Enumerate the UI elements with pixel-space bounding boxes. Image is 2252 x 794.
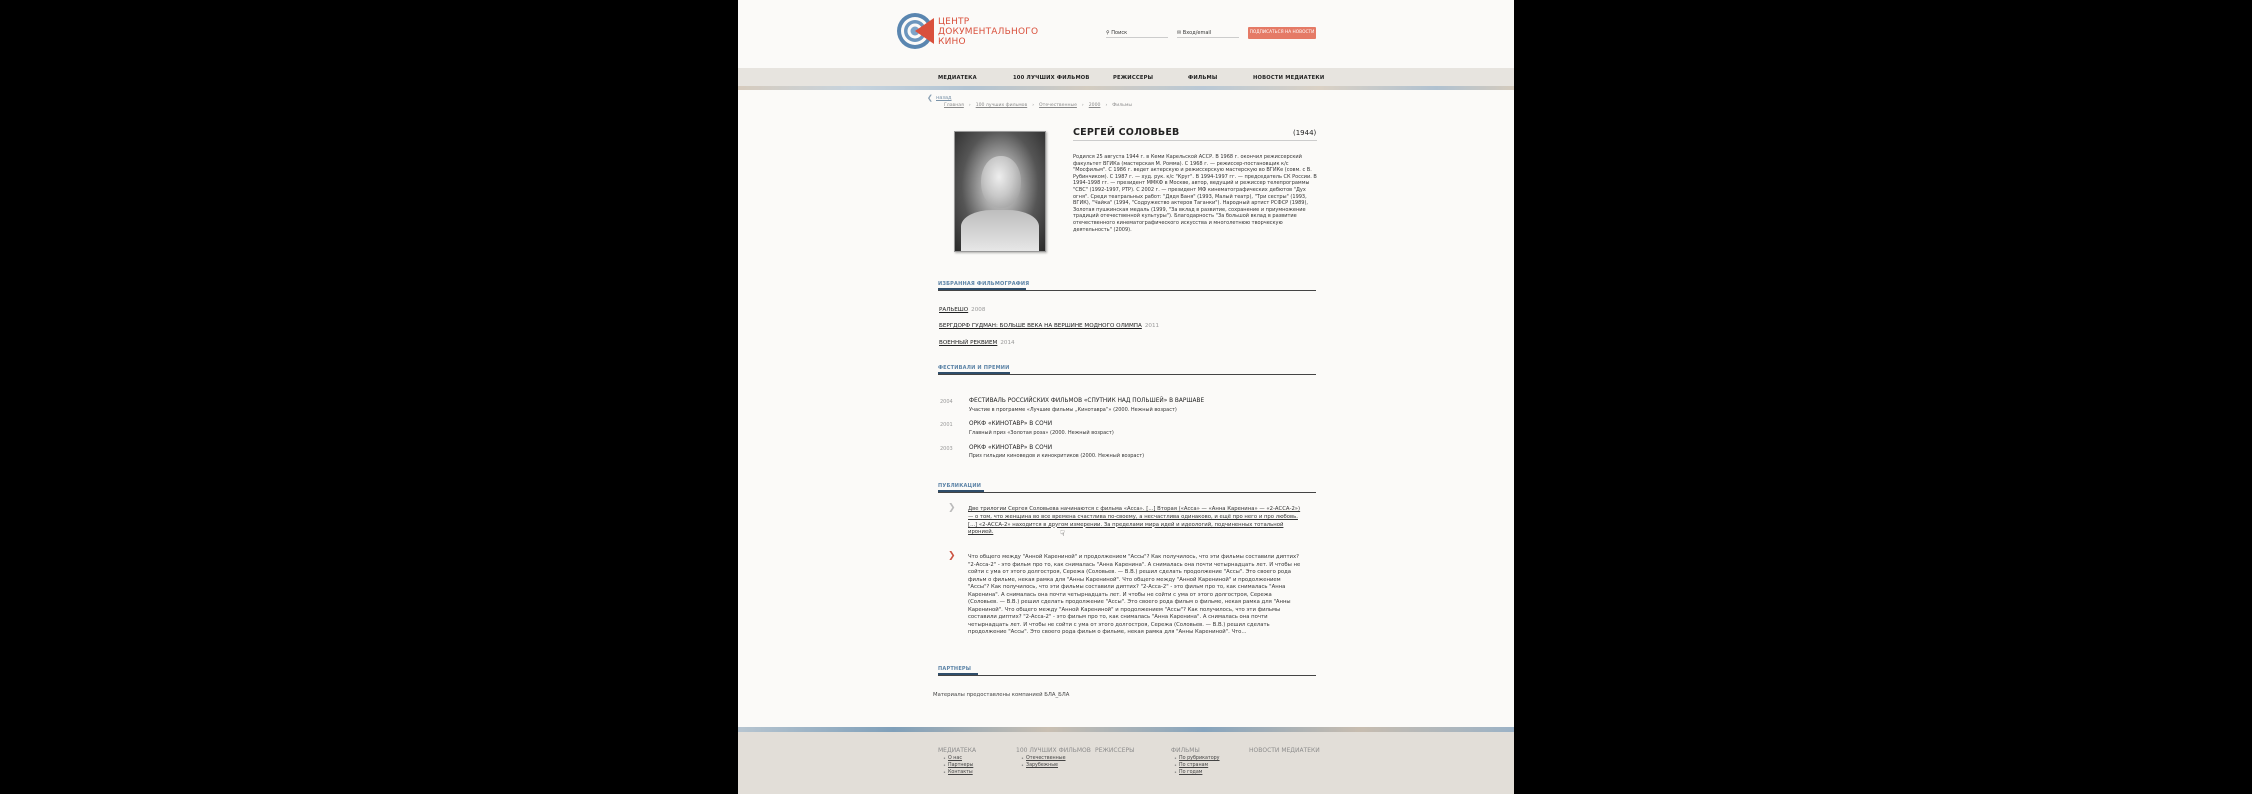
breadcrumb-home[interactable]: Главная (944, 103, 964, 108)
film-year: 2011 (1144, 323, 1160, 329)
nav-item-films[interactable]: ФИЛЬМЫ (1188, 75, 1218, 81)
film-year: 2008 (971, 307, 986, 313)
breadcrumb-domestic[interactable]: Отечественные (1039, 103, 1077, 108)
festival-award: Главный приз «Золотая роза» (2000. Нежный возраст) (969, 430, 1114, 436)
film-item[interactable] (939, 307, 985, 313)
publication-text: Что общего между "Анной Карениной" и продолжением "Ассы"? Как получилось, что эти фильмы составили диптих? "2-Асса-2" - это фильм про то, как снималась "Анна Каренина". А снималась она почти четырнадцать лет. И чтобы не сойти с ума от этого долгостроя, Сережа (Соловьев. — В.В.) решил сделать продолжение "Ассы". Это своего рода фильм о фильме, некая рамка для "Анны Карениной". Что общего между "Анной Карениной" и продолжением "Ассы"? Как получилось, что эти фильмы составили диптих? "2-Асса-2" - это фильм про то, как снималась "Анна Каренина". А снималась она почти четырнадцать лет. И чтобы не сойти с ума от этого долгостроя, Сережа (Соловьев. — В.В.) решил сделать продолжение "Ассы". Это своего рода фильм о фильме, некая рамка для "Анны Карениной". Что общего между "Анной Карениной" и продолжением "Ассы"? Как получилось, что эти фильмы составили диптих? "2-Асса-2" - это фильм про то, как снималась "Анна Каренина". А снималась она почти четырнадцать лет. И чтобы не сойти с ума от этого долгостроя, Сережа (Соловьев. — В.В.) решил сделать продолжение "Ассы". Это своего рода фильм о фильме, некая рамка для "Анны Карениной". Что... (968, 554, 1301, 635)
film-title[interactable]: РАЛЬЕШО (939, 307, 969, 313)
person-name: СЕРГЕЙ СОЛОВЬЕВ (1073, 127, 1180, 138)
footer-bullet: • (943, 763, 946, 769)
footer-link[interactable]: По рубрикатору (1179, 756, 1220, 761)
footer-heading[interactable]: 100 ЛУЧШИХ ФИЛЬМОВ (1016, 747, 1091, 754)
filmography-title: ИЗБРАННАЯ ФИЛЬМОГРАФИЯ (938, 281, 1030, 287)
footer-link[interactable]: По годам (1179, 770, 1203, 775)
partners-note: Материалы предоставлены компанией БЛА_БЛА (933, 692, 1070, 698)
breadcrumb-separator: › (968, 103, 971, 108)
nav-item-directors[interactable]: РЕЖИССЕРЫ (1113, 75, 1154, 81)
footer-bullet: • (1174, 756, 1177, 762)
nav-item-top-100[interactable]: 100 ЛУЧШИХ ФИЛЬМОВ (1013, 75, 1090, 81)
photo-face (981, 156, 1021, 208)
publication-excerpt[interactable]: Две трилогии Сергея Соловьева начинаются с фильма «Асса». [...] Вторая («Асса» — «Анна Каренина» — «2-АССА-2») — о том, что женщина во все времена счастлива по-своему, а несчастлива одинаково, и ещё про него и про любовь. [...] «2-АССА-2» находится в другом измерении. За пределами мира идей и идеологий, подчиненных тотальной иронией. (968, 506, 1301, 536)
footer-link[interactable]: По странам (1179, 763, 1209, 768)
breadcrumb-separator: › (1032, 103, 1035, 108)
footer (738, 732, 1514, 794)
film-item[interactable] (939, 323, 1159, 329)
film-title[interactable]: ВОЕННЫЙ РЕКВИЕМ (939, 340, 998, 346)
page (738, 0, 1514, 794)
film-year: 2014 (1000, 340, 1015, 346)
footer-bullet: • (1174, 770, 1177, 776)
breadcrumb-top-100[interactable]: 100 лучших фильмов (975, 103, 1028, 108)
partners-title: ПАРТНЕРЫ (938, 666, 972, 672)
festival-title: ОРКФ «КИНОТАВР» В СОЧИ (969, 421, 1053, 427)
festival-title: ФЕСТИВАЛЬ РОССИЙСКИХ ФИЛЬМОВ «СПУТНИК НАД ПОЛЬШЕЙ» В ВАРШАВЕ (969, 398, 1205, 404)
footer-link[interactable]: Отечественные (1026, 756, 1066, 761)
footer-bullet: • (943, 756, 946, 762)
footer-link[interactable]: Партнеры (948, 763, 974, 768)
section-divider (938, 374, 1316, 375)
footer-bullet: • (943, 770, 946, 776)
breadcrumb-year[interactable]: 2000 (1088, 103, 1101, 108)
logo-line: ЦЕНТР (938, 17, 970, 27)
breadcrumb-separator: › (1081, 103, 1084, 108)
festival-award: Приз гильдии киноведов и кинокритиков (2000. Нежный возраст) (969, 453, 1145, 459)
logo-text[interactable] (938, 17, 1038, 47)
footer-link[interactable]: О нас (948, 756, 963, 761)
person-birth-year: (1944) (1293, 129, 1317, 137)
footer-heading[interactable]: ФИЛЬМЫ (1171, 747, 1200, 754)
login-underline (1177, 37, 1239, 38)
footer-heading[interactable]: РЕЖИССЕРЫ (1095, 747, 1135, 754)
publications-title: ПУБЛИКАЦИИ (938, 483, 982, 489)
name-divider (1073, 140, 1317, 141)
login-field[interactable] (1177, 30, 1211, 36)
nav-item-mediateka[interactable]: МЕДИАТЕКА (938, 75, 977, 81)
person-photo (954, 131, 1046, 252)
footer-link[interactable]: Зарубежные (1026, 763, 1059, 768)
section-divider (938, 290, 1316, 291)
search-placeholder: Поиск (1111, 30, 1128, 36)
nav-item-news[interactable]: НОВОСТИ МЕДИАТЕКИ (1253, 75, 1325, 81)
logo-icon[interactable] (896, 12, 934, 50)
breadcrumb-separator: › (1105, 103, 1108, 108)
breadcrumb (944, 103, 1132, 108)
login-placeholder: Вход/email (1182, 30, 1212, 36)
logo-line: ДОКУМЕНТАЛЬНОГО (938, 27, 1039, 37)
festival-title: ОРКФ «КИНОТАВР» В СОЧИ (969, 445, 1053, 451)
footer-bullet: • (1021, 756, 1024, 762)
back-arrow-icon[interactable]: ❮ (927, 94, 933, 102)
footer-link[interactable]: Контакты (948, 770, 973, 775)
footer-heading[interactable]: НОВОСТИ МЕДИАТЕКИ (1249, 747, 1320, 754)
search-underline (1106, 37, 1168, 38)
subscribe-button[interactable]: ПОДПИСАТЬСЯ НА НОВОСТИ (1248, 27, 1316, 39)
film-title[interactable]: БЕРГДОРФ ГУДМАН: БОЛЬШЕ ВЕКА НА ВЕРШИНЕ МОДНОГО ОЛИМПА (939, 323, 1142, 329)
footer-bullet: • (1021, 763, 1024, 769)
festivals-title: ФЕСТИВАЛИ И ПРЕМИИ (938, 365, 1010, 371)
search-icon: ⚲ (1106, 30, 1110, 36)
section-divider (938, 675, 1316, 676)
festival-award: Участие в программе «Лучшие фильмы „Кинотавра“» (2000. Нежный возраст) (969, 407, 1177, 413)
search-input[interactable] (1106, 30, 1127, 36)
film-item[interactable] (939, 340, 1015, 346)
expand-chevron-icon[interactable]: ❯ (948, 503, 956, 513)
nav-decor-stripe (738, 86, 1514, 90)
photo-body (961, 210, 1039, 251)
footer-heading[interactable]: МЕДИАТЕКА (938, 747, 977, 754)
logo-line: КИНО (938, 37, 966, 47)
hand-cursor-icon: ☟ (1060, 529, 1065, 538)
footer-bullet: • (1174, 763, 1177, 769)
festival-year: 2001 (940, 422, 953, 428)
back-link[interactable]: назад (936, 95, 952, 101)
mail-icon: ✉ (1177, 30, 1182, 36)
breadcrumb-current: Фильмы (1112, 103, 1132, 108)
collapse-chevron-icon[interactable]: ❯ (948, 551, 956, 561)
festival-year: 2004 (940, 399, 953, 405)
person-bio: Родился 25 августа 1944 г. в Кеми Карельской АССР. В 1968 г. окончил режиссерский факультет ВГИКа (мастерская М. Ромма). С 1968 г. — режиссер-постановщик к/с "Мосфильм". С 1986 г. ведет актерскую и режиссерскую мастерскую во ВГИКе (совм. с В. Рубинчиком). С 1987 г. — худ. рук. к/с "Круг". В 1994-1997 гг. — председатель СК России. В 1994-1998 гг. — президент ММКФ в Москве, автор, ведущий и режиссер телепрограммы "СВС" (1992-1997, РТР). С 2002 г. — президент МФ кинематографических дебютов "Дух огня". Среди театральных работ: "Дядя Ваня" (1993, Малый театр), "Три сестры" (1993, ВГИК), "Чайка" (1994, "Содружество актеров Таганки"). Народный артист РСФСР (1989), Золотая пушкинская медаль (1999, "За вклад в развитие, сохранение и приумножение традиций отечественной культуры"). Благодарность "За большой вклад в развитие отечественного кинематографического искусства и многолетнюю творческую деятельность" (2009). (1073, 154, 1317, 233)
festival-year: 2003 (940, 446, 953, 452)
section-divider (938, 492, 1316, 493)
